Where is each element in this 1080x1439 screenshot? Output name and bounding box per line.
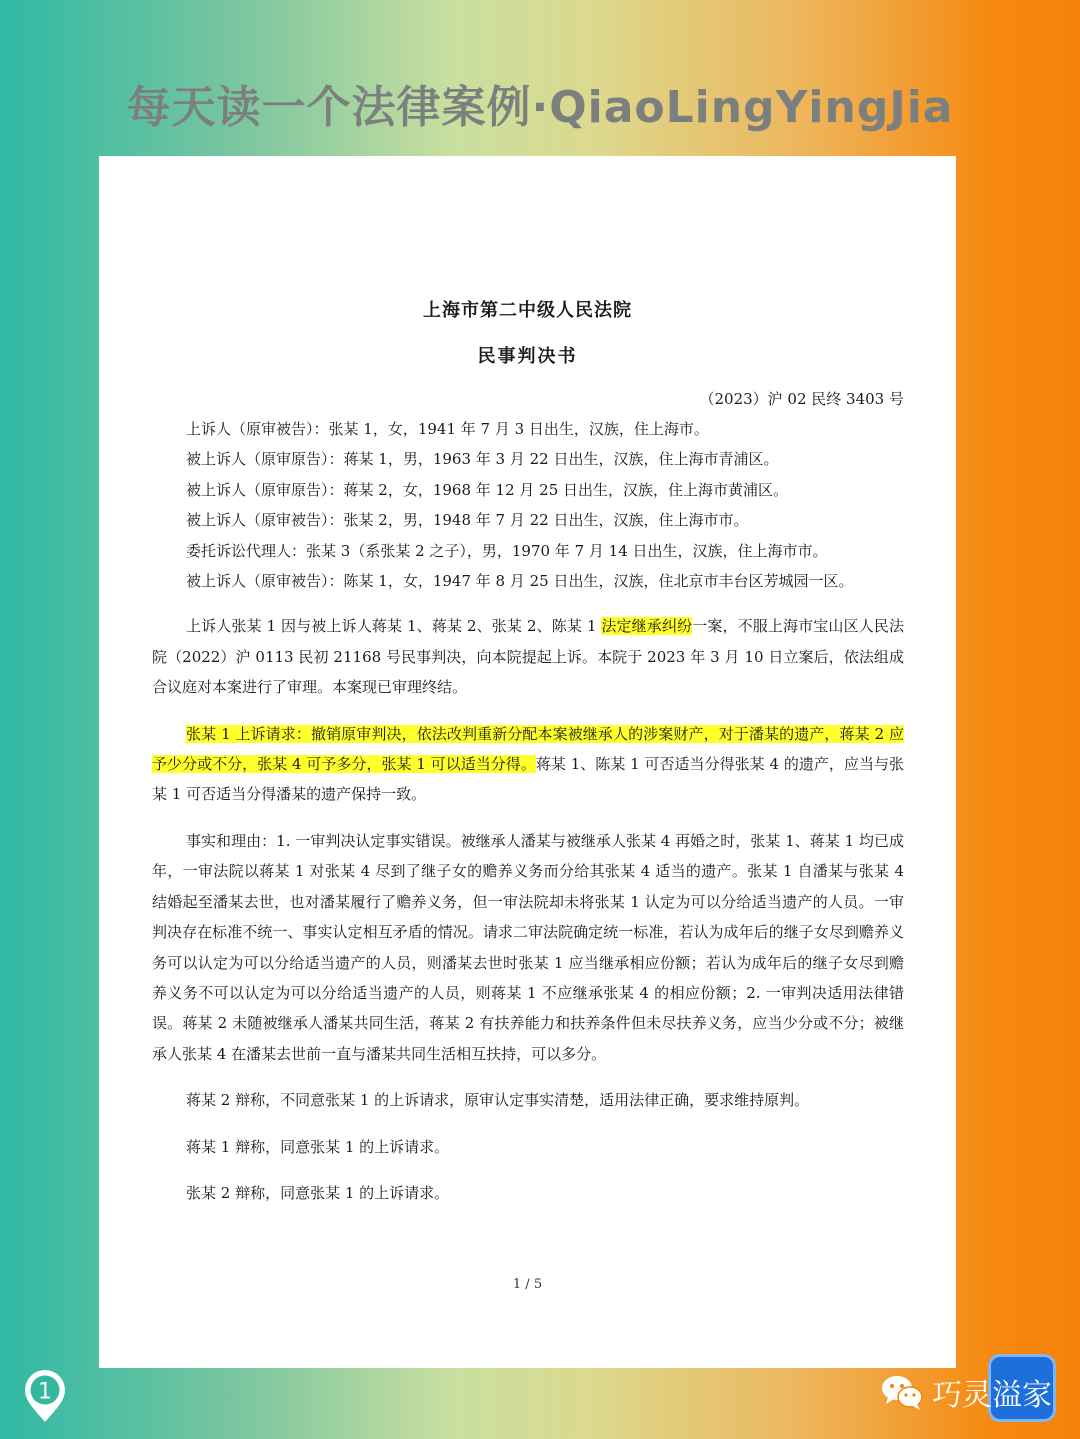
case-number: （2023）沪 02 民终 3403 号: [699, 390, 904, 408]
party-line: 被上诉人（原审原告）：蒋某 2，女，1968 年 12 月 25 日出生，汉族，住上海市黄浦区。: [186, 480, 789, 499]
defense-paragraph: 蒋某 1 辩称，同意张某 1 的上诉请求。: [186, 1137, 450, 1156]
party-line: 被上诉人（原审被告）：陈某 1，女，1947 年 8 月 25 日出生，汉族，住北京市丰台区芳城园一区。: [186, 572, 854, 591]
document-body: [152, 414, 904, 1208]
appeal-request-paragraph: [152, 719, 904, 810]
page-marker-number: 1: [38, 1379, 52, 1405]
case-intro-paragraph: [152, 611, 904, 702]
court-name: 上海市第二中级人民法院: [423, 300, 632, 321]
facts-reasons-paragraph: 事实和理由：1. 一审判决认定事实错误。被继承人潘某与被继承人张某 4 再婚之时，张某 1、蒋某 1 均已成年，一审法院以蒋某 1 对张某 4 尽到了继子女的赡养义务而分给其张某 4 适当的遗产。张某 1 自潘某与张某 4 结婚起至潘某去世，也对潘某履行了赡养义务，但一审法院却未将张某 1 认定为可以分给适当遗产的人员。一审判决存在标准不统一、事实认定相互矛盾的情况。请求二审法院确定统一标准，若认为成年后的继子女尽到赡养义务可以认定为可以分给适当遗产的人员，则潘某去世时张某 1 应当继承相应份额；若认为成年后的继子女尽到赡养义务不可以认定为可以分给适当遗产的人员，则蒋某 1 不应继承张某 4 的相应份额；2. 一审判决适用法律错误。蒋某 2 未随被继承人潘某共同生活，蒋某 2 有扶养能力和扶养条件但未尽扶养义务，应当少分或不分；被继承人张某 4 在潘某去世前一直与潘某共同生活相互扶持，可以多分。: [152, 831, 904, 1063]
highlighted-request: 张某 1 上诉请求：撤销原审判决，依法改判重新分配本案被继承人的涉案财产，对于潘某的遗产，蒋某 2 应予少分或不分，张某 4 可予多分，张某 1 可以适当分得。: [152, 724, 904, 774]
page-number: 1 / 5: [512, 1277, 543, 1292]
wechat-icon: [880, 1372, 924, 1412]
document-page: [99, 156, 956, 1368]
party-line: 上诉人（原审被告）：张某 1，女，1941 年 7 月 3 日出生，汉族，住上海市。: [186, 420, 709, 438]
defense-paragraph: 张某 2 辩称，同意张某 1 的上诉请求。: [186, 1183, 450, 1202]
wechat-account-name: 巧灵溢家: [932, 1378, 1052, 1413]
appeal-request-rest: 蒋某 1、陈某 1 可否适当分得张某 4 的遗产，应当与张某 1 可否适当分得潘某的遗产保持一致。: [152, 755, 904, 804]
party-line: 被上诉人（原审被告）：张某 2，男，1948 年 7 月 22 日出生，汉族，住上海市市。: [186, 511, 749, 530]
case-intro-text-rest: 一案，不服上海市宝山区人民法院（2022）沪 0113 民初 21168 号民事判决，向本院提起上诉。本院于 2023 年 3 月 10 日立案后，依法组成合议庭对本案进行了审理。本案现已审理终结。: [152, 617, 904, 697]
document-type: 民事判决书: [477, 346, 578, 367]
banner-title: 每天读一个法律案例·QiaoLingYingJia: [126, 82, 954, 133]
case-intro-text: 上诉人张某 1 因与被上诉人蒋某 1、蒋某 2、张某 2、陈某 1: [186, 617, 602, 636]
party-line: 被上诉人（原审原告）：蒋某 1，男，1963 年 3 月 22 日出生，汉族，住上海市青浦区。: [186, 450, 779, 469]
party-line: 委托诉讼代理人：张某 3（系张某 2 之子），男，1970 年 7 月 14 日出生，汉族，住上海市市。: [186, 541, 828, 560]
page-marker-pin-icon: [22, 1368, 68, 1424]
highlighted-cause: 法定继承纠纷: [601, 617, 693, 636]
defense-paragraph: 蒋某 2 辩称，不同意张某 1 的上诉请求，原审认定事实清楚，适用法律正确，要求维持原判。: [186, 1091, 810, 1110]
